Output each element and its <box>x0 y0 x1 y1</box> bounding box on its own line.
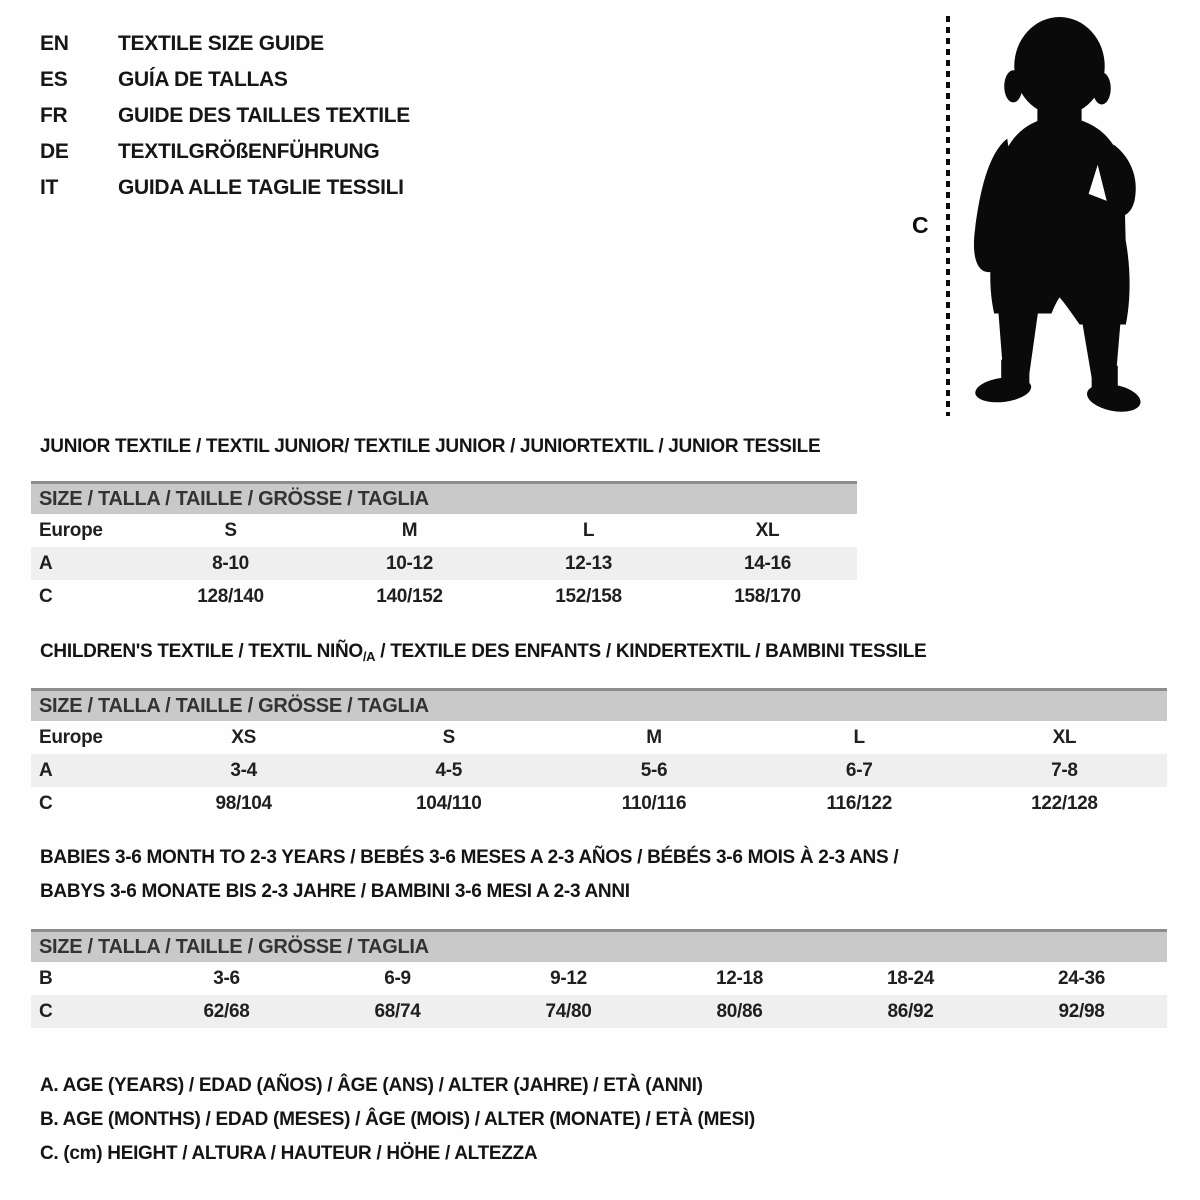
height-measure-label: C <box>912 212 929 238</box>
size-header-bar: SIZE / TALLA / TAILLE / GRÖSSE / TAGLIA <box>31 929 1167 962</box>
table-cell: M <box>646 726 662 748</box>
row-label: Europe <box>39 519 103 541</box>
table-cell: 110/116 <box>621 792 687 814</box>
table-cell: 158/170 <box>734 585 801 607</box>
table-cell: 62/68 <box>203 1000 250 1022</box>
table-cell: 140/152 <box>376 585 443 607</box>
language-code: ES <box>40 68 68 91</box>
table-cell: 10-12 <box>385 552 434 574</box>
footnote-age-months: B. AGE (MONTHS) / EDAD (MESES) / ÂGE (MOIS) / ALTER (MONATE) / ETÀ (MESI) <box>40 1109 755 1130</box>
table-cell: XS <box>231 726 256 748</box>
table-row <box>31 721 1167 754</box>
row-label: A <box>39 759 53 781</box>
children-title-suffix: / TEXTILE DES ENFANTS / KINDERTEXTIL / BAMBINI TESSILE <box>375 641 927 662</box>
guide-title-en: TEXTILE SIZE GUIDE <box>118 32 324 55</box>
table-row <box>31 514 857 547</box>
language-row-it <box>40 170 410 206</box>
guide-title-fr: GUIDE DES TAILLES TEXTILE <box>118 104 410 127</box>
table-cell: 14-16 <box>743 552 792 574</box>
language-code: IT <box>40 176 59 199</box>
toddler-silhouette-icon <box>964 14 1156 420</box>
footnotes-block <box>40 1069 755 1171</box>
table-cell: 3-6 <box>213 967 240 989</box>
table-cell: M <box>401 519 418 541</box>
junior-section-title: JUNIOR TEXTILE / TEXTIL JUNIOR/ TEXTILE JUNIOR / JUNIORTEXTIL / JUNIOR TESSILE <box>40 436 821 457</box>
table-cell: 12-13 <box>564 552 613 574</box>
table-cell: 92/98 <box>1058 1000 1105 1022</box>
table-cell: 122/128 <box>1031 792 1098 814</box>
table-cell: 6-7 <box>845 759 873 781</box>
guide-title-de: TEXTILGRÖßENFÜHRUNG <box>118 140 380 163</box>
row-label: C <box>39 585 53 607</box>
babies-section-title-line2: BABYS 3-6 MONATE BIS 2-3 JAHRE / BAMBINI 3-6 MESI A 2-3 ANNI <box>40 881 630 902</box>
table-row <box>31 580 857 613</box>
babies-section-title-line1: BABIES 3-6 MONTH TO 2-3 YEARS / BEBÉS 3-6 MESES A 2-3 AÑOS / BÉBÉS 3-6 MOIS À 2-3 ANS / <box>40 847 899 868</box>
size-header-bar: SIZE / TALLA / TAILLE / GRÖSSE / TAGLIA <box>31 688 1167 721</box>
guide-title-es: GUÍA DE TALLAS <box>118 68 288 91</box>
table-cell: 86/92 <box>887 1000 934 1022</box>
table-cell: 104/110 <box>416 792 482 814</box>
table-row <box>31 962 1167 995</box>
children-size-table <box>31 688 1167 820</box>
row-label: C <box>39 1000 53 1022</box>
table-cell: 68/74 <box>374 1000 421 1022</box>
table-row <box>31 547 857 580</box>
table-cell: 116/122 <box>826 792 892 814</box>
size-header-bar: SIZE / TALLA / TAILLE / GRÖSSE / TAGLIA <box>31 481 857 514</box>
children-title-prefix: CHILDREN'S TEXTILE / TEXTIL NIÑO <box>40 641 363 662</box>
table-cell: 18-24 <box>886 967 935 989</box>
table-cell: XL <box>1052 726 1077 748</box>
table-cell: 3-4 <box>230 759 257 781</box>
children-title-sub: /A <box>362 649 376 664</box>
language-row-de <box>40 134 410 170</box>
table-cell: 80/86 <box>716 1000 763 1022</box>
table-cell: S <box>442 726 455 748</box>
table-cell: 24-36 <box>1057 967 1106 989</box>
language-code: FR <box>40 104 68 127</box>
table-cell: 7-8 <box>1051 759 1078 781</box>
row-label: A <box>39 552 53 574</box>
junior-size-table <box>31 481 857 613</box>
table-cell: 12-18 <box>715 967 764 989</box>
height-measure-dashed-line <box>946 16 950 416</box>
table-cell: 6-9 <box>384 967 411 989</box>
row-label: Europe <box>39 726 103 748</box>
table-cell: 152/158 <box>555 585 622 607</box>
table-cell: 9-12 <box>550 967 587 989</box>
table-cell: L <box>582 519 595 541</box>
table-row <box>31 787 1167 820</box>
footnote-height-cm: C. (cm) HEIGHT / ALTURA / HAUTEUR / HÖHE / ALTEZZA <box>40 1143 538 1164</box>
table-cell: 74/80 <box>545 1000 592 1022</box>
language-code: EN <box>40 32 69 55</box>
language-row-en <box>40 26 410 62</box>
table-row <box>31 995 1167 1028</box>
table-row <box>31 754 1167 787</box>
footnote-age-years: A. AGE (YEARS) / EDAD (AÑOS) / ÂGE (ANS) / ALTER (JAHRE) / ETÀ (ANNI) <box>40 1075 703 1096</box>
language-code: DE <box>40 140 69 163</box>
table-cell: 5-6 <box>640 759 668 781</box>
table-cell: 8-10 <box>212 552 249 574</box>
table-cell: XL <box>755 519 780 541</box>
language-row-fr <box>40 98 410 134</box>
guide-title-it: GUIDA ALLE TAGLIE TESSILI <box>118 176 404 199</box>
babies-size-table <box>31 929 1167 1028</box>
table-cell: L <box>853 726 865 748</box>
table-cell: S <box>224 519 237 541</box>
row-label: C <box>39 792 53 814</box>
language-title-block <box>40 26 410 206</box>
table-cell: 128/140 <box>197 585 264 607</box>
row-label: B <box>39 967 53 989</box>
table-cell: 98/104 <box>215 792 272 814</box>
children-section-title <box>40 641 926 664</box>
table-cell: 4-5 <box>435 759 463 781</box>
language-row-es <box>40 62 410 98</box>
